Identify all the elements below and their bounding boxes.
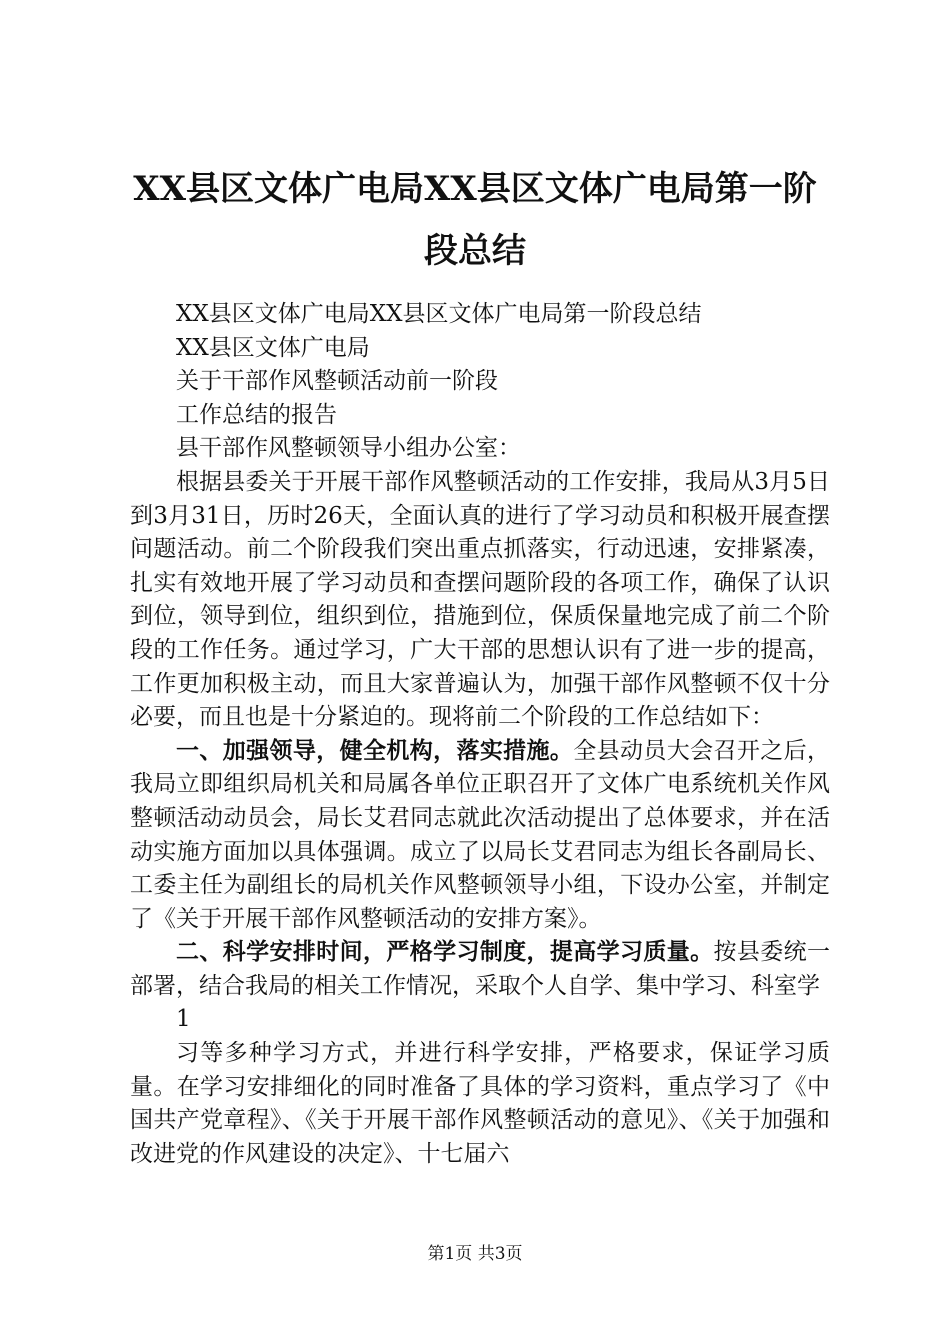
subtitle-line: XX县区文体广电局XX县区文体广电局第一阶段总结 (176, 301, 702, 327)
section-2-text: 按县委统一部署，结合我局的相关工作情况，采取个人自学、集中学习、科室学 (130, 939, 831, 999)
section-2-paragraph (130, 936, 830, 1003)
title-line-1: XX县区文体广电局XX县区文体广电局第一阶 (133, 169, 817, 209)
section-1-heading: 一、加强领导，健全机构，落实措施。 (176, 737, 574, 764)
continued-paragraph: 习等多种学习方式，并进行科学安排，严格要求，保证学习质量。在学习安排细化的同时准备了具体的学习资料，重点学习了《中国共产党章程》、《关于开展干部作风整顿活动的意见》、《关于加强和改进党的作风建设的决定》、十七届六 (130, 1040, 830, 1167)
report-title-line-1: 关于干部作风整顿活动前一阶段 (176, 368, 498, 395)
intro-paragraph: 根据县委关于开展干部作风整顿活动的工作安排，我局从3月5日到3月31日，历时26天，全面认真的进行了学习动员和积极开展查摆问题活动。前二个阶段我们突出重点抓落实，行动迅速，安排紧凑，扎实有效地开展了学习动员和查摆问题阶段的各项工作，确保了认识到位，领导到位，组织到位，措施到位，保质保量地完成了前二个阶段的工作任务。通过学习，广大干部的思想认识有了进一步的提高，工作更加积极主动，而且大家普遍认为，加强干部作风整顿不仅十分必要，而且也是十分紧迫的。现将前二个阶段的工作总结如下： (130, 468, 830, 731)
report-title-line-2: 工作总结的报告 (176, 401, 337, 428)
document-body (130, 298, 830, 1171)
section-1-text: 全县动员大会召开之后，我局立即组织局机关和局属各单位正职召开了文体广电系统机关作风整顿活动动员会，局长艾君同志就此次活动提出了总体要求，并在活动实施方面加以具体强调。成立了以局长艾君同志为组长各副局长、工委主任为副组长的局机关作风整顿领导小组，下设办公室，并制定了《关于开展干部作风整顿活动的安排方案》。 (130, 737, 831, 932)
addressee-line: 县干部作风整顿领导小组办公室： (176, 435, 521, 462)
title-line-2: 段总结 (424, 231, 526, 271)
page-footer: 第1页 共3页 (427, 1244, 523, 1264)
section-2-heading: 二、科学安排时间，严格学习制度，提高学习质量。 (176, 939, 714, 966)
document-title (100, 158, 850, 282)
issuer-line: XX县区文体广电局 (176, 334, 370, 361)
page-marker: 1 (176, 1006, 191, 1033)
section-1-paragraph (130, 735, 830, 937)
